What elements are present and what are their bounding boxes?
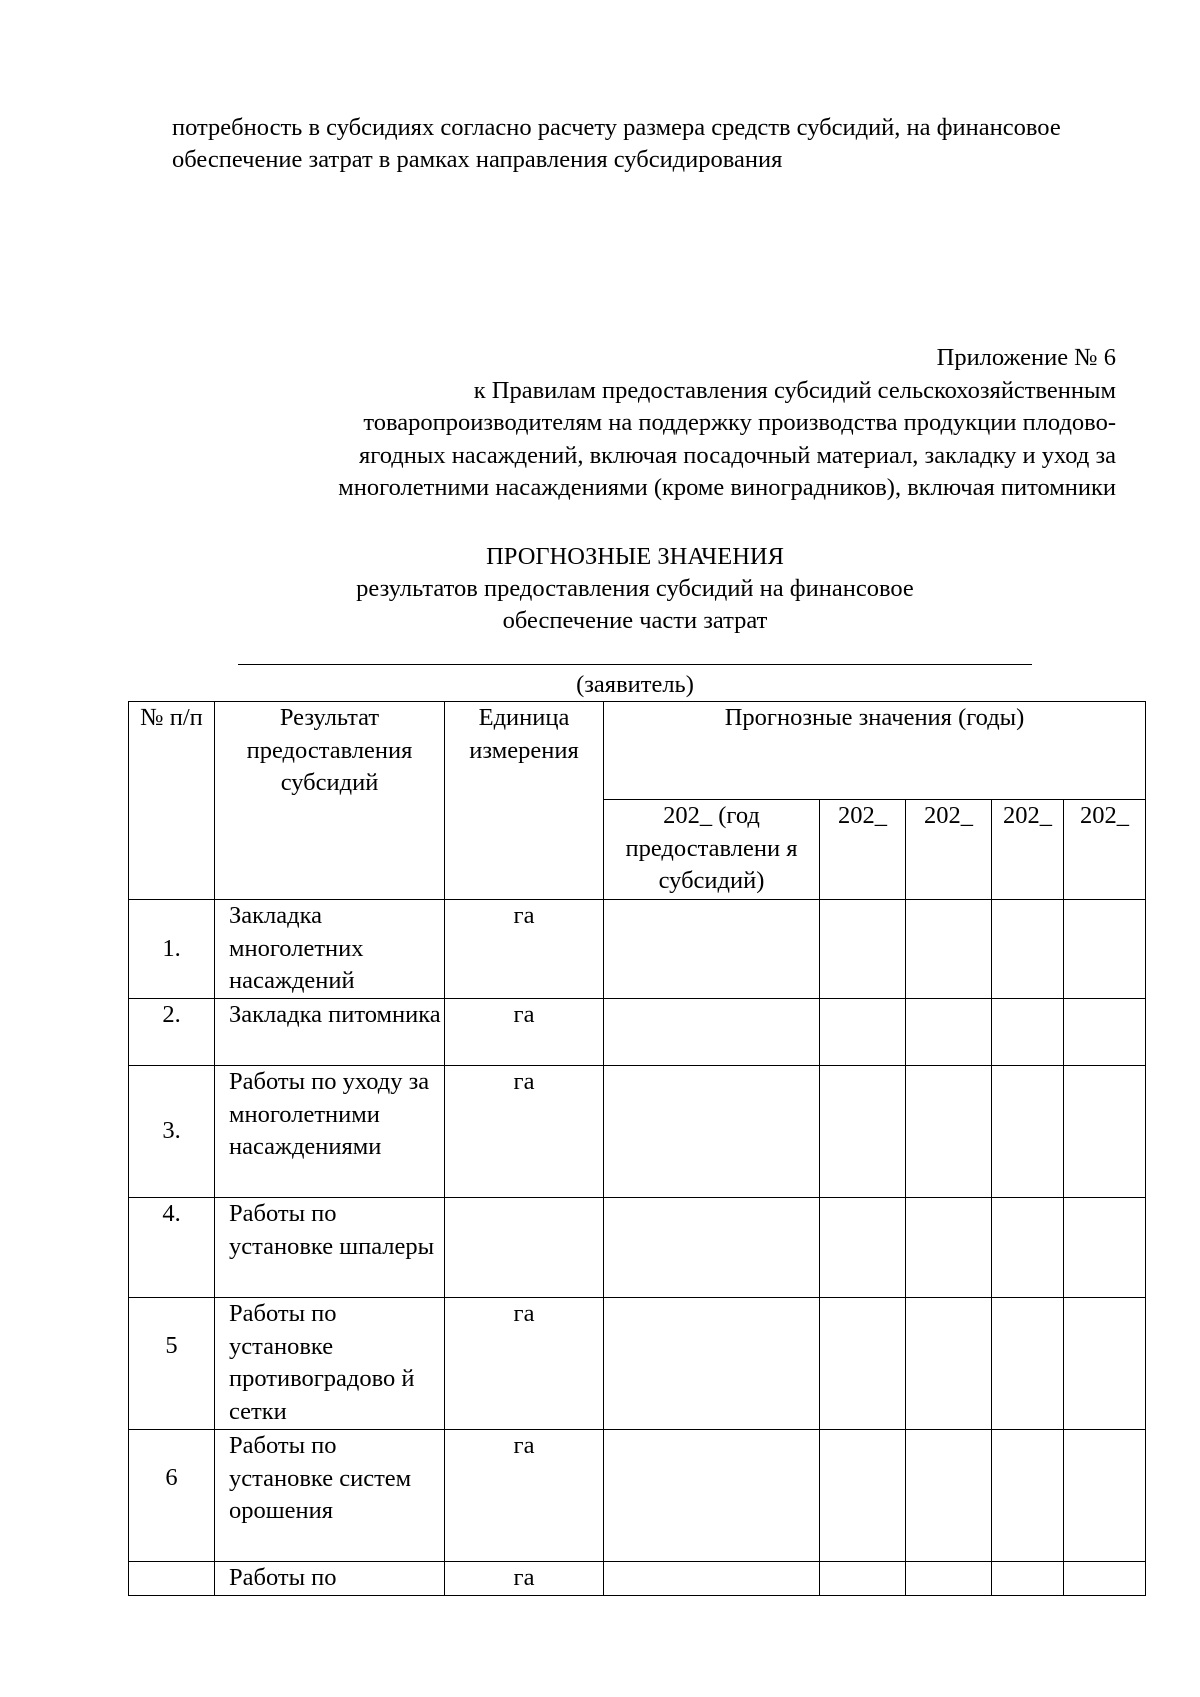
forecast-cell <box>604 1562 820 1596</box>
table-row <box>129 1198 1146 1298</box>
forecast-cell <box>992 1066 1064 1198</box>
forecast-cell <box>992 999 1064 1066</box>
forecast-cell <box>820 1066 906 1198</box>
row-unit: га <box>445 1066 604 1198</box>
row-result: Работы по установке шпалеры <box>215 1198 445 1298</box>
forecast-table <box>128 701 1146 1596</box>
title-subtitle: результатов предоставления субсидий на финансовое <box>356 575 914 602</box>
applicant-signature-line <box>238 664 1032 665</box>
forecast-cell <box>906 1430 992 1562</box>
row-num: 5 <box>129 1298 215 1430</box>
header-num: № п/п <box>129 702 215 900</box>
forecast-cell <box>992 1298 1064 1430</box>
row-num: 4. <box>129 1198 215 1298</box>
forecast-cell <box>992 900 1064 999</box>
table-row <box>129 1562 1146 1596</box>
row-result: Работы по уходу за многолетними насаждениями <box>215 1066 445 1198</box>
row-num <box>129 1562 215 1596</box>
annex-line: товаропроизводителям на поддержку производства продукции плодово- <box>363 409 1116 436</box>
forecast-cell <box>604 900 820 999</box>
forecast-cell <box>1064 900 1146 999</box>
forecast-cell <box>906 1298 992 1430</box>
row-unit: га <box>445 1298 604 1430</box>
forecast-cell <box>992 1562 1064 1596</box>
annex-heading <box>116 342 1116 505</box>
forecast-cell <box>906 1198 992 1298</box>
header-year: 202_ <box>820 800 906 900</box>
forecast-cell <box>820 999 906 1066</box>
forecast-cell <box>820 900 906 999</box>
row-num: 2. <box>129 999 215 1066</box>
header-unit: Единица измерения <box>445 702 604 900</box>
forecast-cell <box>604 999 820 1066</box>
forecast-cell <box>906 900 992 999</box>
table-row <box>129 999 1146 1066</box>
header-year: 202_ <box>992 800 1064 900</box>
forecast-cell <box>604 1430 820 1562</box>
forecast-cell <box>604 1066 820 1198</box>
table-row <box>129 1066 1146 1198</box>
forecast-cell <box>992 1198 1064 1298</box>
annex-line: многолетними насаждениями (кроме виноградников), включая питомники <box>338 474 1116 501</box>
intro-paragraph: потребность в субсидиях согласно расчету размера средств субсидий, на финансовое обеспечение затрат в рамках направления субсидирования <box>172 114 1061 173</box>
row-result: Закладка многолетних насаждений <box>215 900 445 999</box>
row-num: 1. <box>129 900 215 999</box>
row-result: Работы по <box>215 1562 445 1596</box>
title-main: ПРОГНОЗНЫЕ ЗНАЧЕНИЯ <box>486 543 784 570</box>
table-row <box>129 900 1146 999</box>
row-result: Закладка питомника <box>215 999 445 1066</box>
forecast-cell <box>906 1066 992 1198</box>
forecast-cell <box>1064 1198 1146 1298</box>
row-unit: га <box>445 999 604 1066</box>
row-result: Работы по установке систем орошения <box>215 1430 445 1562</box>
row-unit: га <box>445 900 604 999</box>
applicant-caption: (заявитель) <box>576 671 694 698</box>
forecast-cell <box>820 1562 906 1596</box>
forecast-cell <box>906 999 992 1066</box>
header-year: 202_ <box>906 800 992 900</box>
row-num: 6 <box>129 1430 215 1562</box>
forecast-cell <box>820 1430 906 1562</box>
forecast-cell <box>820 1198 906 1298</box>
table-row <box>129 1430 1146 1562</box>
row-result: Работы по установке противоградово й сетки <box>215 1298 445 1430</box>
forecast-cell <box>604 1298 820 1430</box>
forecast-cell <box>1064 1066 1146 1198</box>
forecast-cell <box>1064 1430 1146 1562</box>
row-unit: га <box>445 1562 604 1596</box>
row-unit <box>445 1198 604 1298</box>
row-unit: га <box>445 1430 604 1562</box>
forecast-cell <box>906 1562 992 1596</box>
forecast-cell <box>1064 1298 1146 1430</box>
forecast-cell <box>820 1298 906 1430</box>
forecast-cell <box>604 1198 820 1298</box>
annex-number: Приложение № 6 <box>936 344 1116 371</box>
header-year: 202_ (год предоставлени я субсидий) <box>604 800 820 900</box>
forecast-cell <box>1064 999 1146 1066</box>
document-title <box>0 541 1200 637</box>
header-forecast: Прогнозные значения (годы) <box>604 702 1146 800</box>
title-subtitle: обеспечение части затрат <box>502 607 768 634</box>
header-year: 202_ <box>1064 800 1146 900</box>
table-row <box>129 1298 1146 1430</box>
annex-line: к Правилам предоставления субсидий сельскохозяйственным <box>473 376 1116 404</box>
header-result: Результат предоставления субсидий <box>215 702 445 900</box>
forecast-cell <box>992 1430 1064 1562</box>
forecast-cell <box>1064 1562 1146 1596</box>
table-header-row <box>129 702 1146 800</box>
annex-line: ягодных насаждений, включая посадочный материал, закладку и уход за <box>359 441 1116 469</box>
row-num: 3. <box>129 1066 215 1198</box>
